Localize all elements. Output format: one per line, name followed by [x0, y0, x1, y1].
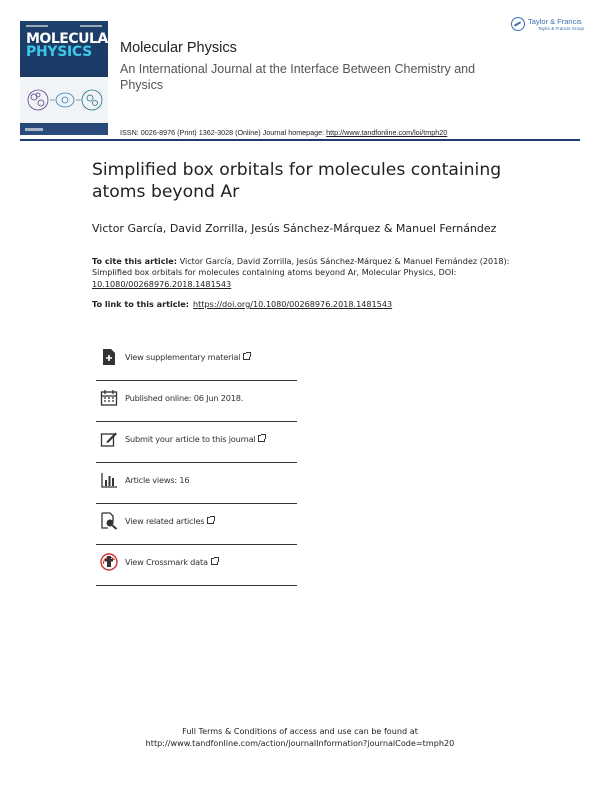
- edit-icon: [100, 430, 118, 448]
- file-plus-icon: [100, 348, 118, 366]
- terms-footer: [0, 726, 600, 749]
- action-label: View supplementary material: [125, 352, 250, 362]
- calendar-icon: [100, 389, 118, 407]
- issn-line: [120, 128, 447, 137]
- article-authors: Victor García, David Zorrilla, Jesús Sánchez-Márquez & Manuel Fernández: [92, 222, 497, 235]
- external-link-icon: [258, 435, 265, 442]
- action-submit-article[interactable]: [96, 422, 297, 463]
- article-doi-url[interactable]: https://doi.org/10.1080/00268976.2018.1481543: [193, 299, 393, 309]
- footer-terms-link[interactable]: http://www.tandfonline.com/action/journalInformation?journalCode=tmph20: [145, 737, 455, 748]
- cover-publisher-mark: [25, 128, 43, 131]
- citation-block: [92, 256, 512, 290]
- journal-subtitle: An International Journal at the Interface Between Chemistry and Physics: [120, 62, 476, 92]
- cover-title-line2: PHYSICS: [26, 44, 92, 60]
- article-actions-list: [96, 340, 297, 586]
- header-divider: [20, 139, 580, 141]
- journal-homepage-link[interactable]: http://www.tandfonline.com/loi/tmph20: [326, 128, 448, 137]
- article-title: Simplified box orbitals for molecules containing atoms beyond Ar: [92, 160, 502, 202]
- action-view-supplementary[interactable]: [96, 340, 297, 381]
- action-published-date: [96, 381, 297, 422]
- external-link-icon: [207, 517, 214, 524]
- crossmark-icon: [100, 553, 118, 571]
- cite-doi-link[interactable]: 10.1080/00268976.2018.1481543: [92, 278, 232, 289]
- action-crossmark-data[interactable]: [96, 545, 297, 586]
- publisher-logo[interactable]: [511, 16, 583, 36]
- publisher-logo-icon: [511, 17, 525, 31]
- bar-chart-icon: [100, 471, 118, 489]
- action-label: Published online: 06 Jun 2018.: [125, 393, 244, 403]
- publisher-logo-name: Taylor & Francis: [528, 17, 582, 26]
- link-label: To link to this article:: [92, 299, 190, 309]
- cover-header-lines: [20, 25, 108, 28]
- cite-label: To cite this article:: [92, 256, 178, 266]
- action-label: Article views: 16: [125, 475, 190, 485]
- action-label: Submit your article to this journal: [125, 434, 265, 444]
- search-doc-icon: [100, 512, 118, 530]
- cover-title-line1: MOLECULAR: [26, 31, 118, 47]
- footer-line-1: Full Terms & Conditions of access and use can be found at: [182, 726, 418, 736]
- journal-title: Molecular Physics: [120, 40, 237, 56]
- cite-text: Victor García, David Zorrilla, Jesús Sánchez-Márquez & Manuel Fernández (2018): Simplified box orbitals for molecules containing atoms beyond Ar, Molecular Physics, DOI:: [92, 256, 510, 278]
- external-link-icon: [243, 353, 250, 360]
- article-link-row: [92, 299, 392, 309]
- action-related-articles[interactable]: [96, 504, 297, 545]
- issn-text: ISSN: 0026-8976 (Print) 1362-3028 (Online) Journal homepage:: [120, 128, 325, 137]
- external-link-icon: [211, 558, 218, 565]
- publisher-logo-tagline: Taylor & Francis Group: [538, 26, 585, 31]
- action-label: View related articles: [125, 516, 214, 526]
- journal-cover-image: [20, 21, 118, 135]
- action-article-views: [96, 463, 297, 504]
- action-label: View Crossmark data: [125, 557, 218, 567]
- cover-illustration: [20, 77, 108, 123]
